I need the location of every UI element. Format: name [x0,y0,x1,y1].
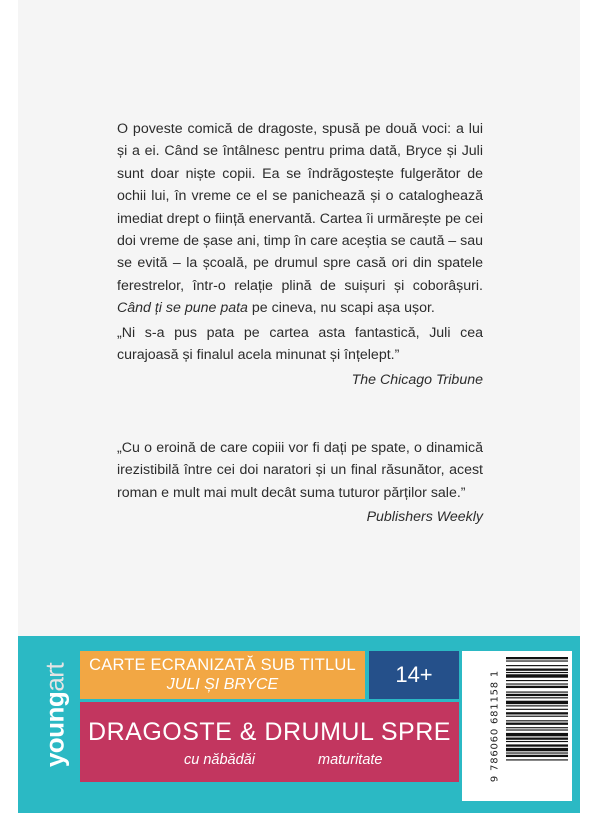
publisher-young: young [39,691,70,768]
quote-text: „Cu o eroină de care copiii vor fi dați pe spate, o dinamică irezistibilă între cei doi naratori și un final răsunător, acest roman e mult mai mult decât suma tuturor părților sale.” [117,440,483,501]
barcode-bar [506,672,568,673]
review-quote-1 [117,322,483,391]
barcode-bar [506,692,568,693]
barcode-bar [506,674,568,677]
barcode-bar [506,741,568,742]
genre-banner [80,702,459,782]
page-margin-left [0,0,18,813]
barcode-bar [506,705,568,706]
blurb-text: O poveste comică de dragoste, spusă pe două voci: a lui și a ei. Când se întâlnesc pentru prima dată, Bryce și Juli sunt doar niște copii. Ea se îndrăgostește fulgerător de ochii lui, în vreme ce el se panichează și o cataloghează imediat drept o ființă enervantă. Cartea îi urmărește pe cei doi vreme de șase ani, timp în care aceștia se caută – sau se evită – la școală, pe drumul spre casă ori din spatele ferestrelor, într-o relație plină de suișuri și coborâșuri. [117,121,483,294]
barcode-bar [506,680,568,681]
barcode-bar [506,660,568,661]
barcode-bar [506,665,568,666]
page-margin-right [580,0,600,813]
barcode-bar [506,720,568,721]
isbn-text: 9 786060 681158 1 [489,669,501,783]
barcode-bar [506,748,568,751]
publisher-logo [30,650,80,780]
review-quote-2 [117,437,483,529]
barcode-bar [506,669,568,671]
barcode-bar [506,729,568,730]
barcode-bar [506,727,568,728]
blurb-tail: pe cineva, nu scapi așa ușor. [247,300,435,317]
barcode-bar [506,738,568,740]
genre-title: DRAGOSTE & DRUMUL SPRE [88,718,451,746]
quote-source: Publishers Weekly [366,509,483,526]
age-rating-badge: 14+ [369,651,459,699]
barcode [462,651,572,801]
film-line-2: JULI ȘI BRYCE [166,676,279,693]
film-line-1: CARTE ECRANIZATĂ SUB TITLUL [89,656,356,674]
barcode-bar [506,755,568,757]
barcode-bar [506,686,568,688]
film-adaptation-banner [80,651,365,699]
quote-source: The Chicago Tribune [351,371,483,388]
barcode-bar [506,701,568,704]
barcode-bar [506,694,568,696]
genre-subtitle-left: cu năbădăi [184,752,255,768]
barcode-bar [506,709,568,710]
publisher-art: art [39,662,70,692]
barcode-bar [506,744,568,746]
barcode-bar [506,752,568,753]
barcode-bar [506,712,568,714]
barcode-bar [506,723,568,725]
barcode-bar [506,759,568,760]
barcode-bar [506,657,568,659]
barcode-bar [506,733,568,736]
barcode-bars [462,651,572,801]
barcode-bar [506,716,568,717]
book-blurb [117,118,483,320]
barcode-bar [506,697,568,698]
genre-subtitle-right: maturitate [318,752,383,768]
quote-text: „Ni s-a pus pata pe cartea asta fantastică, Juli cea curajoasă și finalul acela minunat și înțelept.” [117,325,483,364]
blurb-italic-phrase: Când ți se pune pata [117,300,248,317]
barcode-bar [506,683,568,684]
isbn-number [488,651,502,801]
